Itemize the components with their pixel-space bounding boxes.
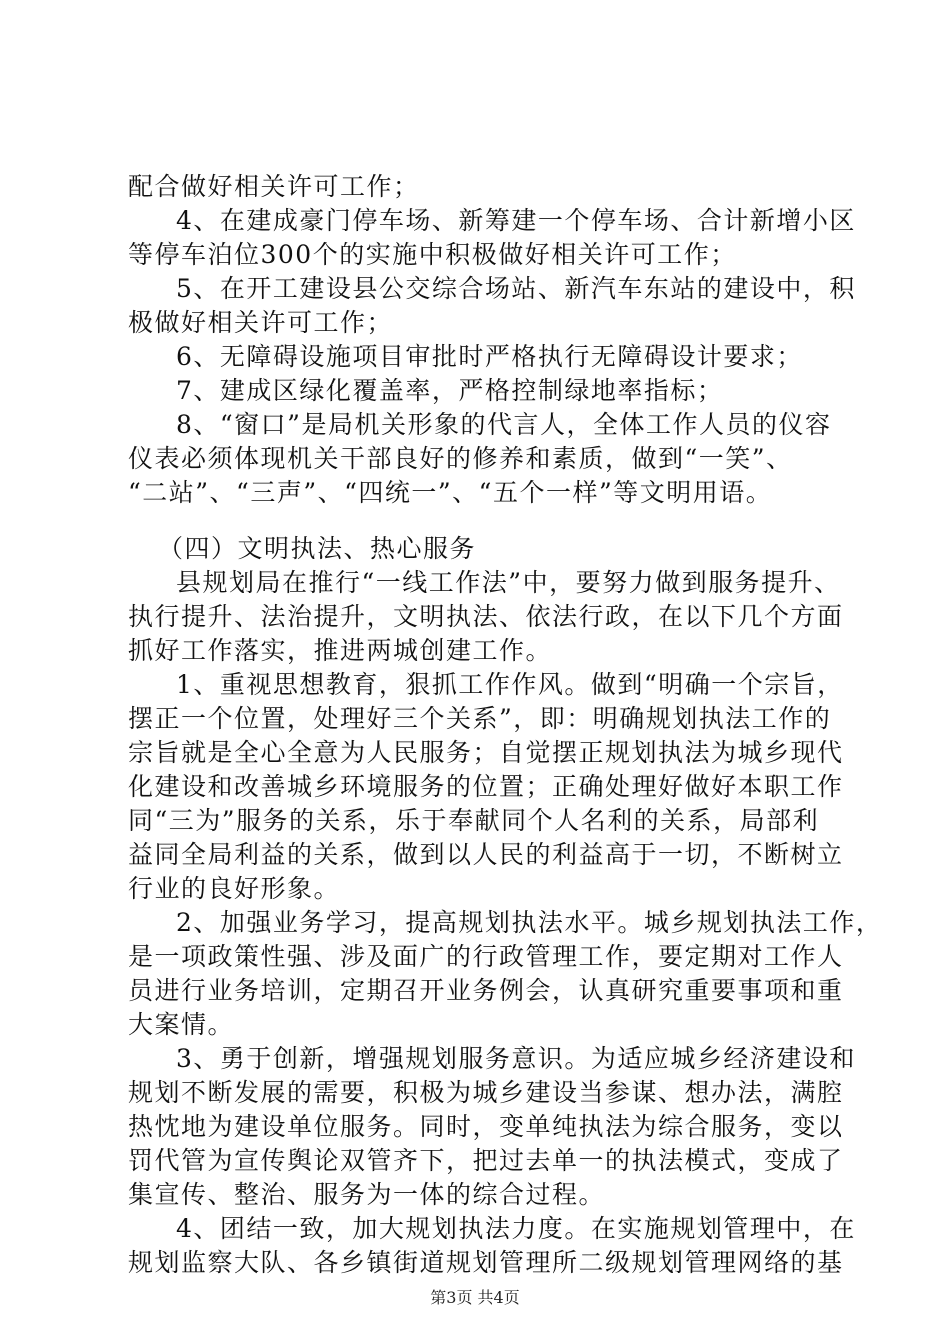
text-line: 宗旨就是全心全意为人民服务；自觉摆正规划执法为城乡现代 [128, 738, 844, 767]
text-line: 规划不断发展的需要，积极为城乡建设当参谋、想办法，满腔 [128, 1078, 844, 1107]
text-line: 规划监察大队、各乡镇街道规划管理所二级规划管理网络的基 [128, 1248, 844, 1277]
text-line: 3、勇于创新，增强规划服务意识。为适应城乡经济建设和 [176, 1044, 856, 1073]
text-line: 7、建成区绿化覆盖率，严格控制绿地率指标； [176, 376, 724, 405]
text-line: 是一项政策性强、涉及面广的行政管理工作，要定期对工作人 [128, 942, 844, 971]
text-line: 热忱地为建设单位服务。同时，变单纯执法为综合服务，变以 [128, 1112, 844, 1141]
text-line: 5、在开工建设县公交综合场站、新汽车东站的建设中，积 [176, 274, 856, 303]
text-line: 抓好工作落实，推进两城创建工作。 [128, 636, 553, 665]
text-line: 集宣传、整治、服务为一体的综合过程。 [128, 1180, 606, 1209]
text-line: 配合做好相关许可工作； [128, 172, 420, 201]
text-line: “二站”、“三声”、“四统一”、“五个一样”等文明用语。 [128, 478, 773, 507]
text-line: 2、加强业务学习，提高规划执法水平。城乡规划执法工作， [176, 908, 883, 937]
text-line: 同“三为”服务的关系，乐于奉献同个人名利的关系，局部利 [128, 806, 820, 835]
page-number: 第3页 共4页 [430, 1288, 520, 1307]
text-line: 行业的良好形象。 [128, 874, 341, 903]
text-line: 仪表必须体现机关干部良好的修养和素质，做到“一笑”、 [128, 444, 793, 473]
text-line: 县规划局在推行“一线工作法”中，要努力做到服务提升、 [176, 568, 841, 597]
text-line: 执行提升、法治提升，文明执法、依法行政，在以下几个方面 [128, 602, 844, 631]
text-line: 6、无障碍设施项目审批时严格执行无障碍设计要求； [176, 342, 803, 371]
text-line: 8、“窗口”是局机关形象的代言人，全体工作人员的仪容 [176, 410, 832, 439]
text-line: 等停车泊位300个的实施中积极做好相关许可工作； [128, 240, 737, 269]
section-heading: （四）文明执法、热心服务 [158, 534, 477, 563]
text-line: 员进行业务培训，定期召开业务例会，认真研究重要事项和重 [128, 976, 844, 1005]
text-line: 摆正一个位置，处理好三个关系”，即：明确规划执法工作的 [128, 704, 832, 733]
text-line: 化建设和改善城乡环境服务的位置；正确处理好做好本职工作 [128, 772, 844, 801]
text-line: 4、团结一致，加大规划执法力度。在实施规划管理中，在 [176, 1214, 856, 1243]
text-line: 大案情。 [128, 1010, 235, 1039]
text-line: 罚代管为宣传舆论双管齐下，把过去单一的执法模式，变成了 [128, 1146, 844, 1175]
text-line: 4、在建成豪门停车场、新筹建一个停车场、合计新增小区 [176, 206, 856, 235]
text-line: 极做好相关许可工作； [128, 308, 394, 337]
text-line: 益同全局利益的关系，做到以人民的利益高于一切，不断树立 [128, 840, 844, 869]
text-line: 1、重视思想教育，狠抓工作作风。做到“明确一个宗旨， [176, 670, 844, 699]
